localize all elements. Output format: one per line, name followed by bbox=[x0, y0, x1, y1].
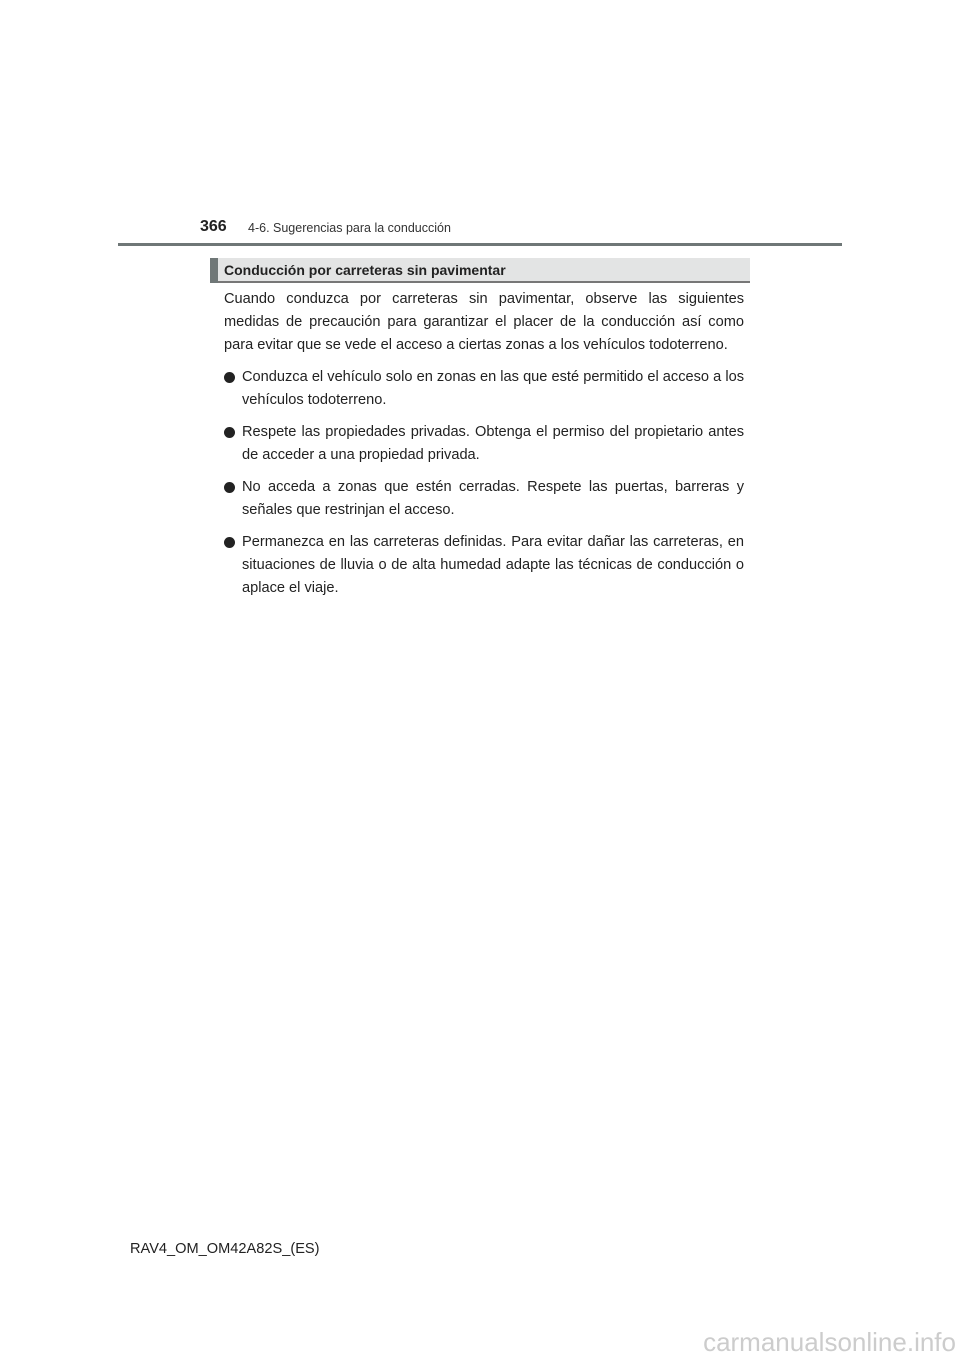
list-item: Respete las propiedades privadas. Obtenga el permiso del propietario antes de acceder a una propiedad privada. bbox=[224, 421, 744, 467]
watermark: carmanualsonline.info bbox=[703, 1327, 956, 1357]
section-body bbox=[224, 288, 744, 609]
header-rule bbox=[118, 243, 842, 246]
heading-accent-bar bbox=[210, 258, 218, 283]
chapter-title: 4-6. Sugerencias para la conducción bbox=[248, 221, 451, 235]
bullet-icon bbox=[224, 427, 235, 438]
footer-doc-code: RAV4_OM_OM42A82S_(ES) bbox=[130, 1241, 320, 1257]
bullet-icon bbox=[224, 372, 235, 383]
page-number: 366 bbox=[200, 218, 227, 235]
section-heading bbox=[210, 258, 750, 283]
list-item: Permanezca en las carreteras definidas. Para evitar dañar las carreteras, en situaciones de lluvia o de alta humedad adapte las técnicas de conducción o aplace el viaje. bbox=[224, 531, 744, 600]
section-title: Conducción por carreteras sin pavimentar bbox=[224, 262, 506, 278]
bullet-icon bbox=[224, 482, 235, 493]
list-item: Conduzca el vehículo solo en zonas en las que esté permitido el acceso a los vehículos todoterreno. bbox=[224, 366, 744, 412]
bullet-icon bbox=[224, 537, 235, 548]
list-item: No acceda a zonas que estén cerradas. Respete las puertas, barreras y señales que restrinjan el acceso. bbox=[224, 476, 744, 522]
intro-paragraph: Cuando conduzca por carreteras sin pavimentar, observe las siguientes medidas de precaución para garantizar el placer de la conducción así como para evitar que se vede el acceso a ciertas zonas a los vehículos todoterreno. bbox=[224, 291, 744, 353]
